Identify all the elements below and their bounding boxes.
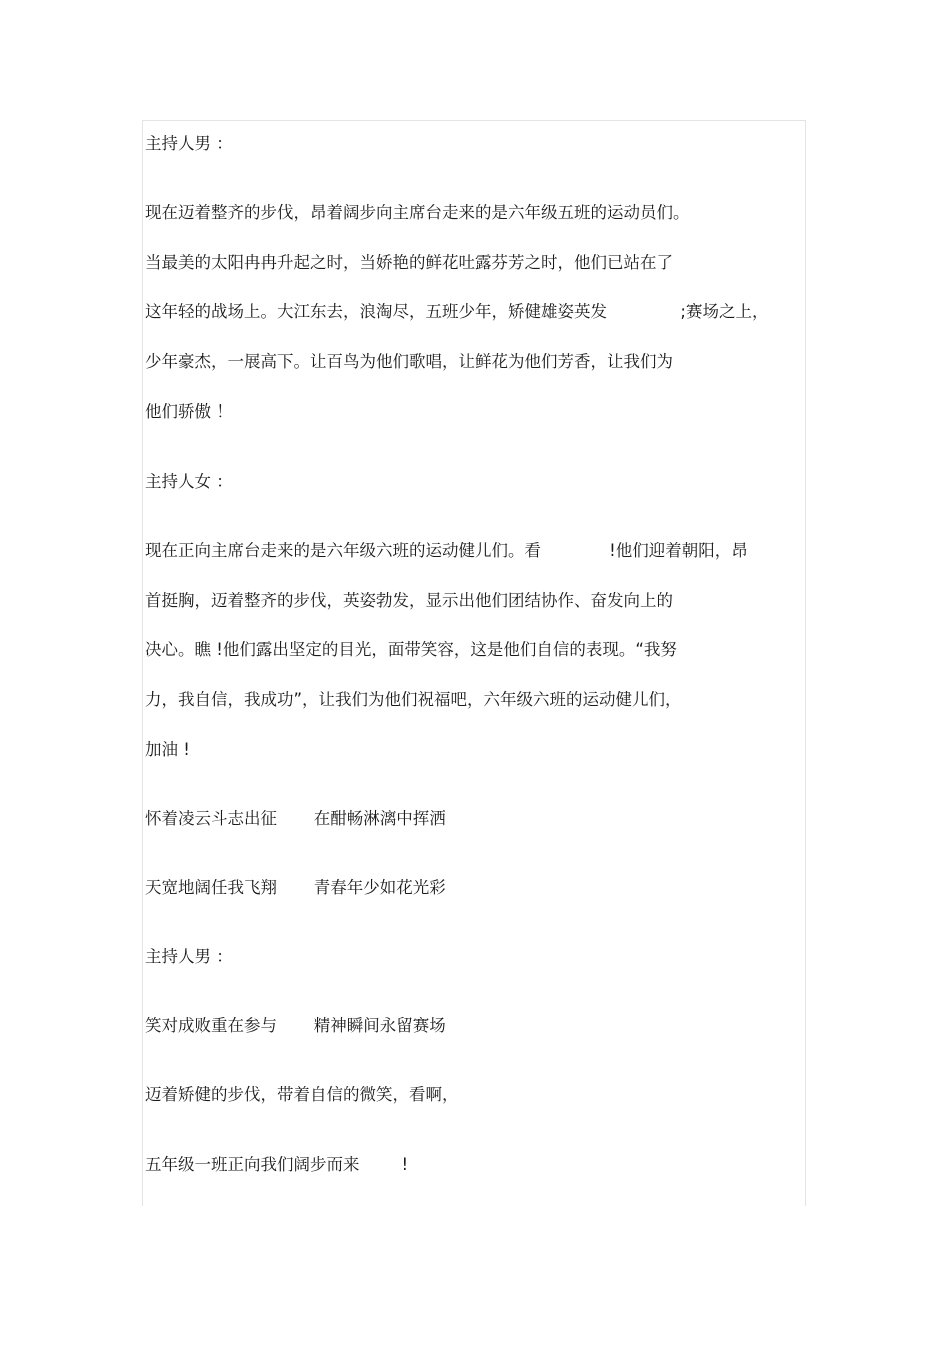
speaker-label-male: 主持人男 ： xyxy=(145,947,233,966)
verse-line: 怀着凌云斗志出征 在酣畅淋漓中挥洒 xyxy=(145,809,446,828)
paragraph-line: 力，我自信，我成功”，让我们为他们祝福吧，六年级六班的运动健儿们， xyxy=(145,690,682,709)
page-frame xyxy=(142,120,806,1206)
paragraph-line: 决心。瞧 !他们露出坚定的目光，面带笑容，这是他们自信的表现。“我努 xyxy=(145,640,677,659)
verse-line: 笑对成败重在参与 精神瞬间永留赛场 xyxy=(145,1016,446,1035)
paragraph-line: 他们骄傲 ！ xyxy=(145,402,233,421)
paragraph-line: 五年级一班正向我们阔步而来 ! xyxy=(145,1155,409,1174)
paragraph-line: 当最美的太阳冉冉升起之时，当娇艳的鲜花吐露芬芳之时，他们已站在了 xyxy=(145,253,673,272)
paragraph-line: 这年轻的战场上。大江东去，浪淘尽，五班少年，矫健雄姿英发 ;赛场之上， xyxy=(145,302,769,321)
verse-line: 天宽地阔任我飞翔 青春年少如花光彩 xyxy=(145,878,446,897)
paragraph-line: 首挺胸，迈着整齐的步伐，英姿勃发，显示出他们团结协作、奋发向上的 xyxy=(145,591,673,610)
paragraph-line: 加油 ! xyxy=(145,740,190,759)
speaker-label-male: 主持人男 ： xyxy=(145,134,233,153)
paragraph-line: 现在迈着整齐的步伐，昂着阔步向主席台走来的是六年级五班的运动员们。 xyxy=(145,203,690,222)
paragraph-line: 少年豪杰，一展高下。让百鸟为他们歌唱，让鲜花为他们芳香，让我们为 xyxy=(145,352,673,371)
speaker-label-female: 主持人女 ： xyxy=(145,472,233,491)
paragraph-line: 现在正向主席台走来的是六年级六班的运动健儿们。看 !他们迎着朝阳，昂 xyxy=(145,541,748,560)
paragraph-line: 迈着矫健的步伐，带着自信的微笑，看啊， xyxy=(145,1085,459,1104)
